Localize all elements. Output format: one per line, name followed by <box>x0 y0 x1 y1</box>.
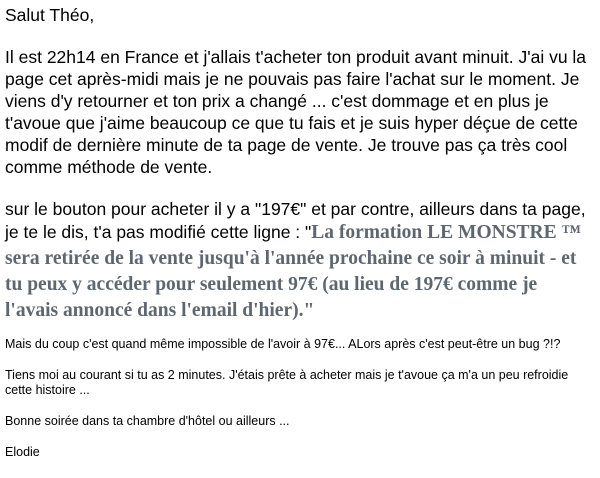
quoted-sales-line: La formation LE MONSTRE ™ sera retirée de la vente jusqu'à l'année prochaine ce soir à minuit - et tu peux y accéder pour seulement 97€ (au lieu de 197€ comme je l'avais annoncé dans l'email d'hier). <box>5 222 582 321</box>
email-paragraph-3: Mais du coup c'est quand même impossible de l'avoir à 97€... ALors après c'est peut-être un bug ?!? <box>5 337 561 351</box>
email-paragraph-5: Bonne soirée dans ta chambre d'hôtel ou ailleurs ... <box>5 414 290 428</box>
paragraph-2-intro: sur le bouton pour acheter il y a "197€" et par contre, ailleurs dans ta page, je te le dis, t'a pas modifié cette ligne : " <box>5 199 586 242</box>
email-paragraph-1: Il est 22h14 en France et j'allais t'acheter ton produit avant minuit. J'ai vu la page cet après-midi mais je ne pouvais pas faire l'achat sur le moment. Je viens d'y retourner et ton prix a changé ... c'est dommage et en plus je t'avoue que j'aime beaucoup ce que tu fais et je suis hyper déçue de cette modif de dernière minute de ta page de vente. Je trouve pas ça très cool comme méthode de vente. <box>5 47 587 177</box>
quote-close-mark: " <box>303 300 315 321</box>
email-body <box>5 0 595 460</box>
email-signature: Elodie <box>5 445 40 459</box>
email-paragraph-4: Tiens moi au courant si tu as 2 minutes. J'étais prête à acheter mais je t'avoue ça m'a un peu refroidie cette histoire ... <box>5 368 569 397</box>
email-paragraph-2 <box>5 198 595 324</box>
email-greeting: Salut Théo, <box>5 5 95 25</box>
